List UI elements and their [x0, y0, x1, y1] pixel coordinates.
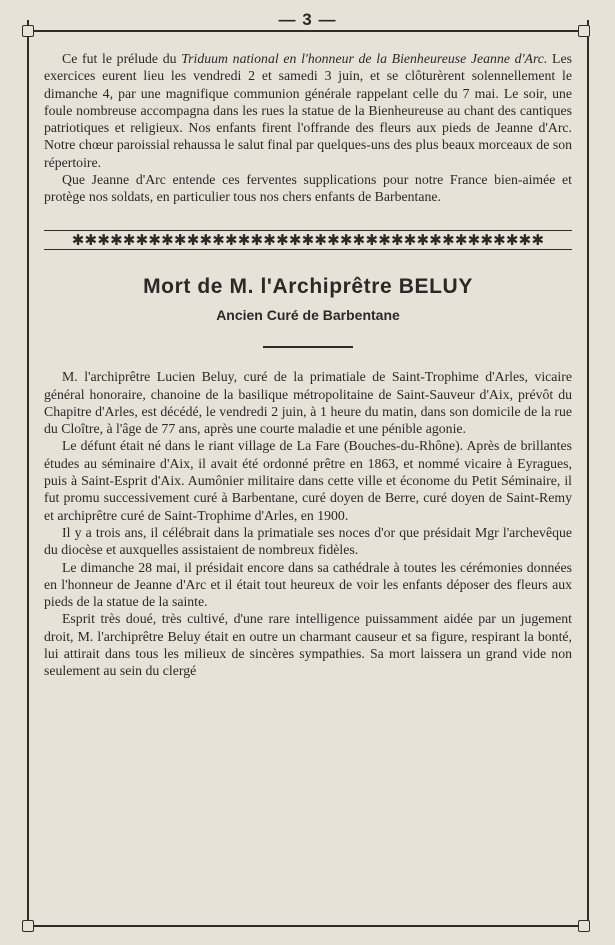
star-divider: ✱✱✱✱✱✱✱✱✱✱✱✱✱✱✱✱✱✱✱✱✱✱✱✱✱✱✱✱✱✱✱✱✱✱✱✱✱ — [44, 230, 572, 250]
bottom-rule — [27, 925, 589, 927]
page-content — [44, 50, 572, 680]
article-title: Mort de M. l'Archiprêtre BELUY — [143, 274, 473, 298]
corner-ornament — [578, 920, 590, 932]
title-rule — [263, 346, 353, 348]
article-subtitle: Ancien Curé de Barbentane — [216, 306, 400, 323]
article-paragraph: Esprit très doué, très cultivé, d'une rare intelligence puissamment aidée par un jugement droit, M. l'archiprêtre Beluy était en outre un charmant causeur et sa figure, respirant la bonté, lui attirait dans tous les milieux de sincères sympathies. Sa mort laissera un grand vide non seulement au sein du clergé — [44, 611, 572, 679]
italic-phrase: Triduum national en l'honneur de la Bienheureuse Jeanne d'Arc. — [181, 51, 548, 66]
article-paragraph: Il y a trois ans, il célébrait dans la primatiale ses noces d'or que présidait Mgr l'archevêque du diocèse et auxquelles assistaient de nombreux fidèles. — [44, 524, 572, 558]
paragraph-triduum: Ce fut le prélude du Triduum national en l'honneur de la Bienheureuse Jeanne d'Arc. Les exercices eurent lieu les vendredi 2 et samedi 3 juin, et se clôturèrent solennellement le dimanche 4, par une magnifique communion générale rappelant celle du 7 mai. Le soir, une foule nombreuse accompagna dans les rues la statue de la Bienheureuse au chant des cantiques patriotiques et religieux. Nos enfants firent l'offrande des fleurs aux pieds de Jeanne d'Arc. Notre chœur paroissial rehaussa le salut final par quelques-uns des plus beaux morceaux de son répertoire. — [44, 51, 572, 170]
paragraph-prayer: Que Jeanne d'Arc entende ces ferventes supplications pour notre France bien-aimée et protège nos soldats, en particulier tous nos chers enfants de Barbentane. — [44, 172, 572, 205]
corner-ornament — [22, 920, 34, 932]
top-rule — [27, 30, 589, 32]
article-paragraph: M. l'archiprêtre Lucien Beluy, curé de la primatiale de Saint-Trophime d'Arles, vicaire général honoraire, chanoine de la basilique métropolitaine de Saint-Sauveur d'Aix, prévôt du Chapitre d'Arles, est décédé, le vendredi 2 juin, à 1 heure du matin, dans son domicile de la rue du Cloître, à l'âge de 77 ans, après une courte maladie et une pénible agonie. — [44, 369, 572, 437]
article-paragraph: Le dimanche 28 mai, il présidait encore dans sa cathédrale à toutes les cérémonies données en l'honneur de Jeanne d'Arc et il était tout heureux de voir les enfants déposer des fleurs aux pieds de la statue de la sainte. — [44, 559, 572, 610]
article-paragraph: Le défunt était né dans le riant village de La Fare (Bouches-du-Rhône). Après de brillantes études au séminaire d'Aix, il avait été ordonné prêtre en 1863, et nommé vicaire à Eyragues, puis à Saint-Esprit d'Aix. Aumônier militaire dans cette ville et économe du Petit Séminaire, il fut promu successivement curé à Barbentane, curé doyen de Berre, curé doyen de Saint-Remy et archiprêtre curé de Saint-Trophime d'Arles, en 1900. — [44, 438, 572, 523]
page-number: — 3 — — [0, 10, 615, 30]
